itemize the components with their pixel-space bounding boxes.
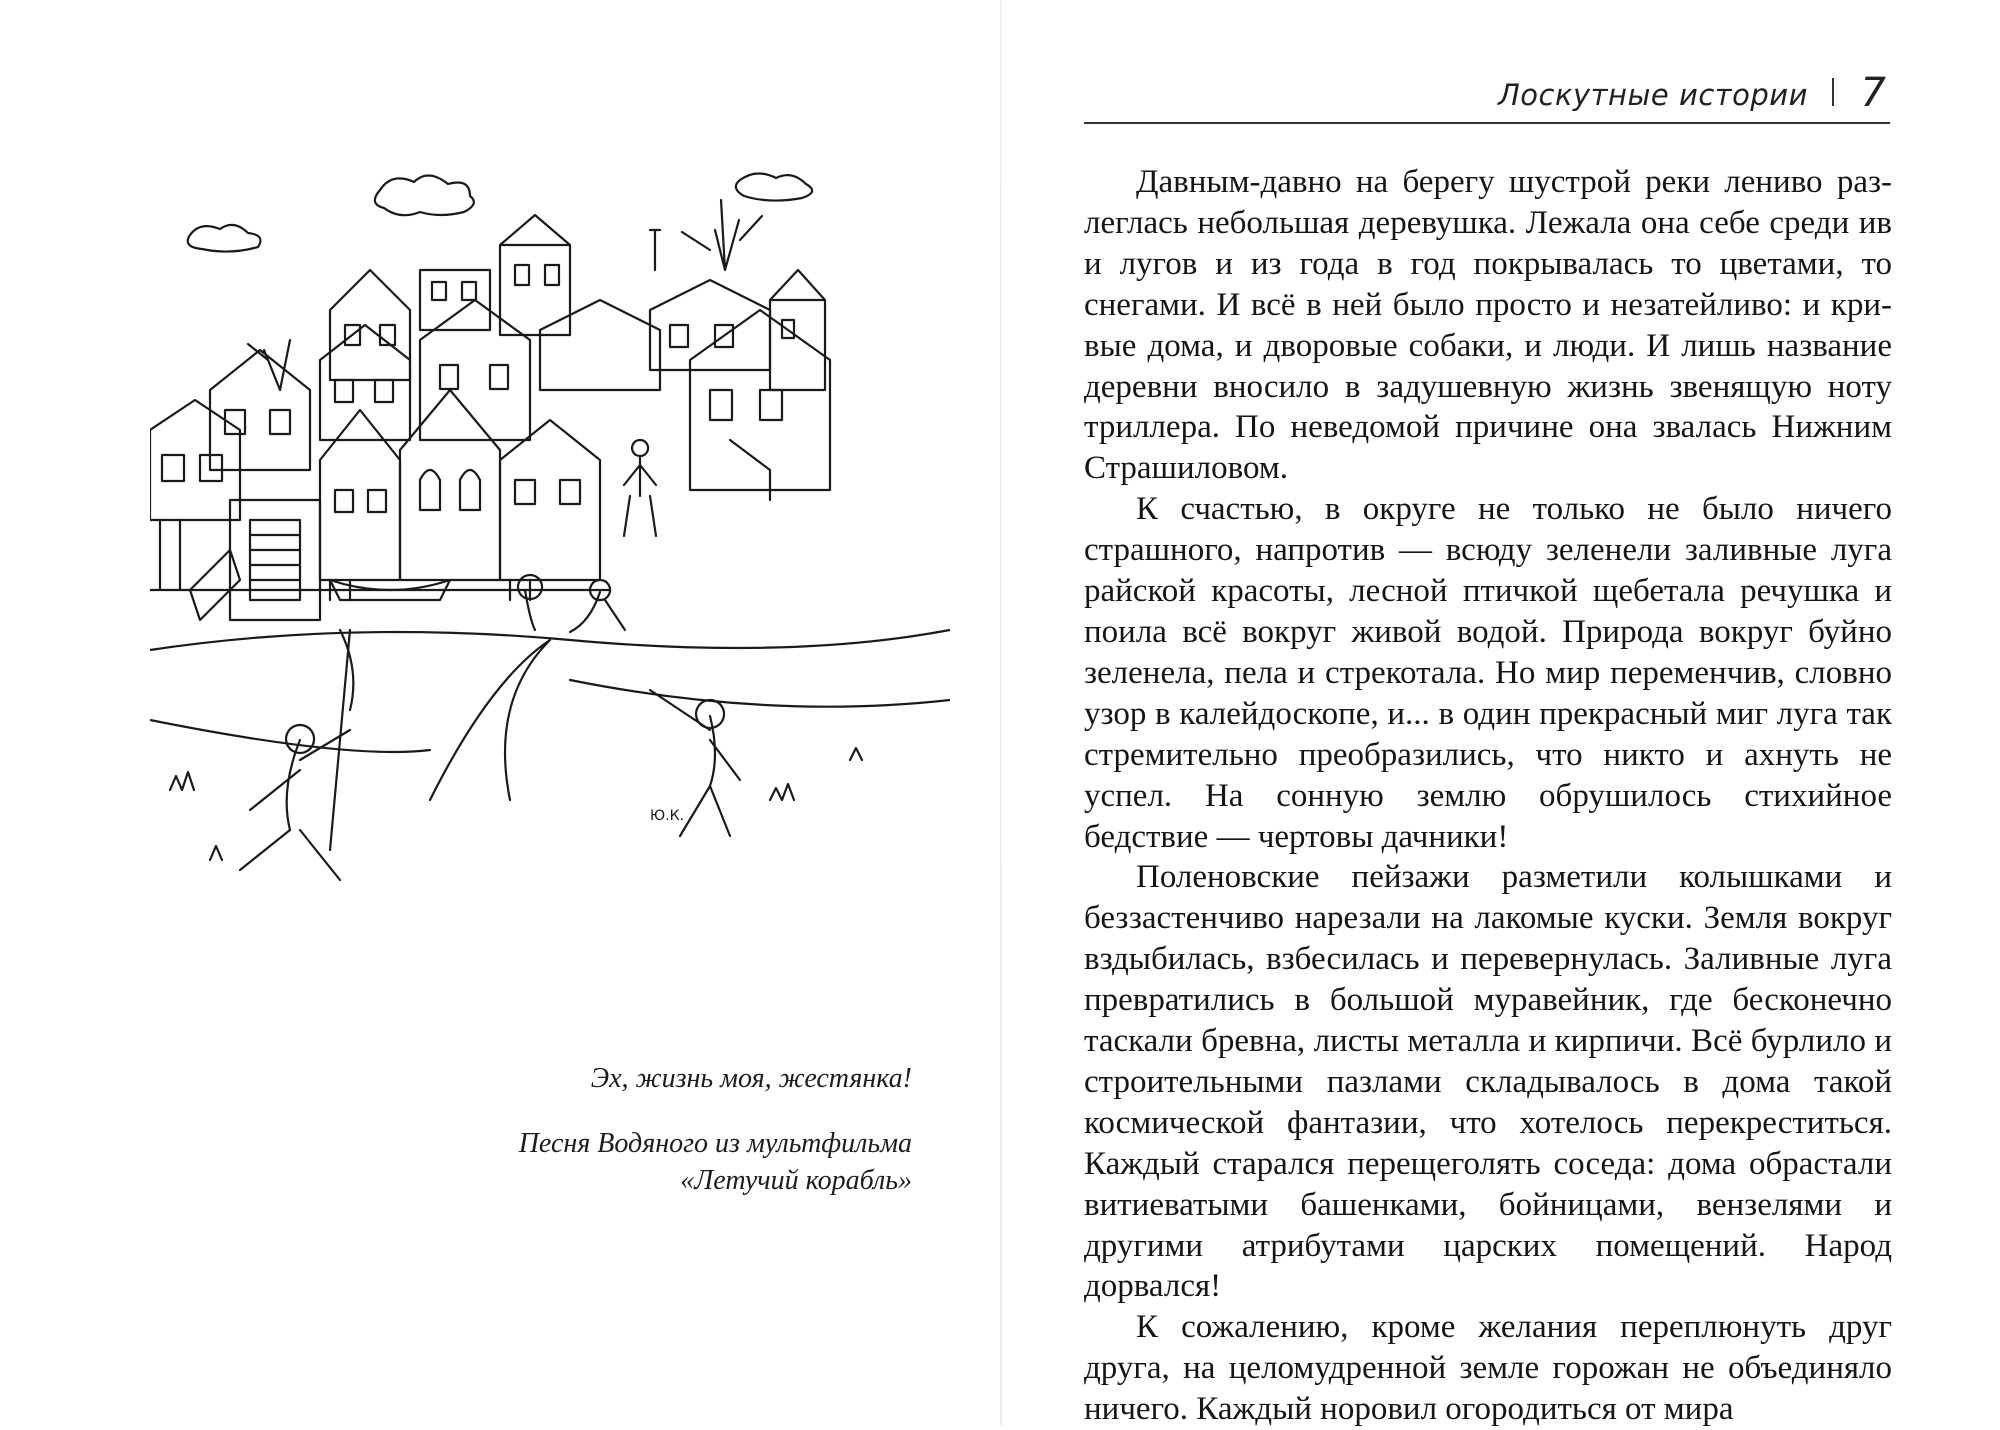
body-text bbox=[1084, 162, 1892, 1430]
house-back-2 bbox=[420, 270, 490, 330]
epigraph-source bbox=[312, 1125, 912, 1199]
epigraph-source-line-1: Песня Водяного из мультфильма bbox=[518, 1128, 912, 1159]
illustrator-signature: Ю.К. bbox=[650, 808, 684, 824]
cloud-1 bbox=[375, 175, 474, 215]
house-mid-2 bbox=[320, 325, 410, 440]
epigraph-quote: Эх, жизнь моя, жестянка! bbox=[590, 1063, 912, 1094]
house-front-2 bbox=[320, 410, 400, 580]
standing-figure bbox=[624, 440, 656, 536]
paragraph-1: Давным-давно на берегу шустрой реки лениво разлеглась небольшая деревушка. Лежала она себе среди ив и лугов и из года в год покрывалась то цветами, то снегами. И всё в ней было просто и незатейливо: и кривые дома, и дворовые собаки, и люди. И лишь название деревни вносило в задушевную жизнь звенящую ноту триллера. По неведомой причине она звалась Нижним Страшиловом. bbox=[1084, 164, 1892, 487]
swimmer-2 bbox=[570, 580, 625, 632]
paragraph-4: К сожалению, кроме желания переплюнуть друг друга, на целомудренной земле горожан не объединяло ничего. Каждый норовил огородиться от мира bbox=[1084, 1309, 1892, 1428]
house-front-3 bbox=[500, 420, 600, 580]
cloud-2 bbox=[188, 225, 261, 252]
village-drawing bbox=[150, 160, 950, 1010]
house-back-3 bbox=[500, 215, 570, 335]
house-mid-1 bbox=[210, 350, 310, 470]
paragraph-3: Поленовские пейзажи разметили колышками и беззастенчиво нарезали на лакомые куски. Земля вокруг вздыбилась, взбесилась и перевернулась. Заливные луга превратились в большой муравейник, где бесконечно таскали бревна, листы металла и кирпичи. Всё бурлило и строительными пазлами складывалось в дома такой космической фантазии, что хотелось перекреститься. Каждый старался перещеголять соседа: дома обрастали витиеватыми башенками, бойницами, вензелями и другими атрибутами царских помещений. Народ дорвался! bbox=[1084, 859, 1892, 1305]
village-illustration bbox=[150, 160, 950, 1010]
tree-left bbox=[248, 340, 290, 390]
cloud-3 bbox=[736, 173, 812, 200]
page-number: 7 bbox=[1860, 70, 1886, 116]
epigraph-source-line-2: «Летучий корабль» bbox=[680, 1165, 912, 1196]
house-front-ornate bbox=[400, 390, 500, 580]
house-back-5 bbox=[770, 270, 825, 390]
house-mid-5 bbox=[690, 310, 830, 500]
epigraph bbox=[312, 1060, 912, 1199]
dock bbox=[190, 550, 240, 620]
house-mid-4 bbox=[540, 300, 660, 390]
chimney bbox=[650, 230, 660, 270]
house-back-1 bbox=[330, 270, 410, 380]
house-front-1 bbox=[150, 400, 240, 520]
running-header bbox=[1084, 66, 1890, 124]
path bbox=[150, 640, 950, 800]
garage bbox=[230, 500, 320, 620]
left-page bbox=[0, 0, 1000, 1425]
running-title: Лоскутные истории bbox=[1497, 78, 1808, 112]
paragraph-2: К счастью, в округе не только не было ничего страшного, напротив — всюду зеленели заливные луга райской красоты, лесной птичкой щебетала речушка и поила всё вокруг живой водой. Природа вокруг буйно зеленела, пела и стрекотала. Но мир переменчив, словно узор в калейдоскопе, и... в один прекрасный миг луга так стремительно преобразились, что никто и ахнуть не успел. На сонную землю обрушилось стихийное бедствие — чертовы дачники! bbox=[1084, 491, 1892, 855]
header-separator bbox=[1832, 78, 1834, 106]
right-page bbox=[1000, 0, 2000, 1428]
house-back-4 bbox=[650, 280, 770, 370]
tree-right bbox=[682, 200, 762, 270]
